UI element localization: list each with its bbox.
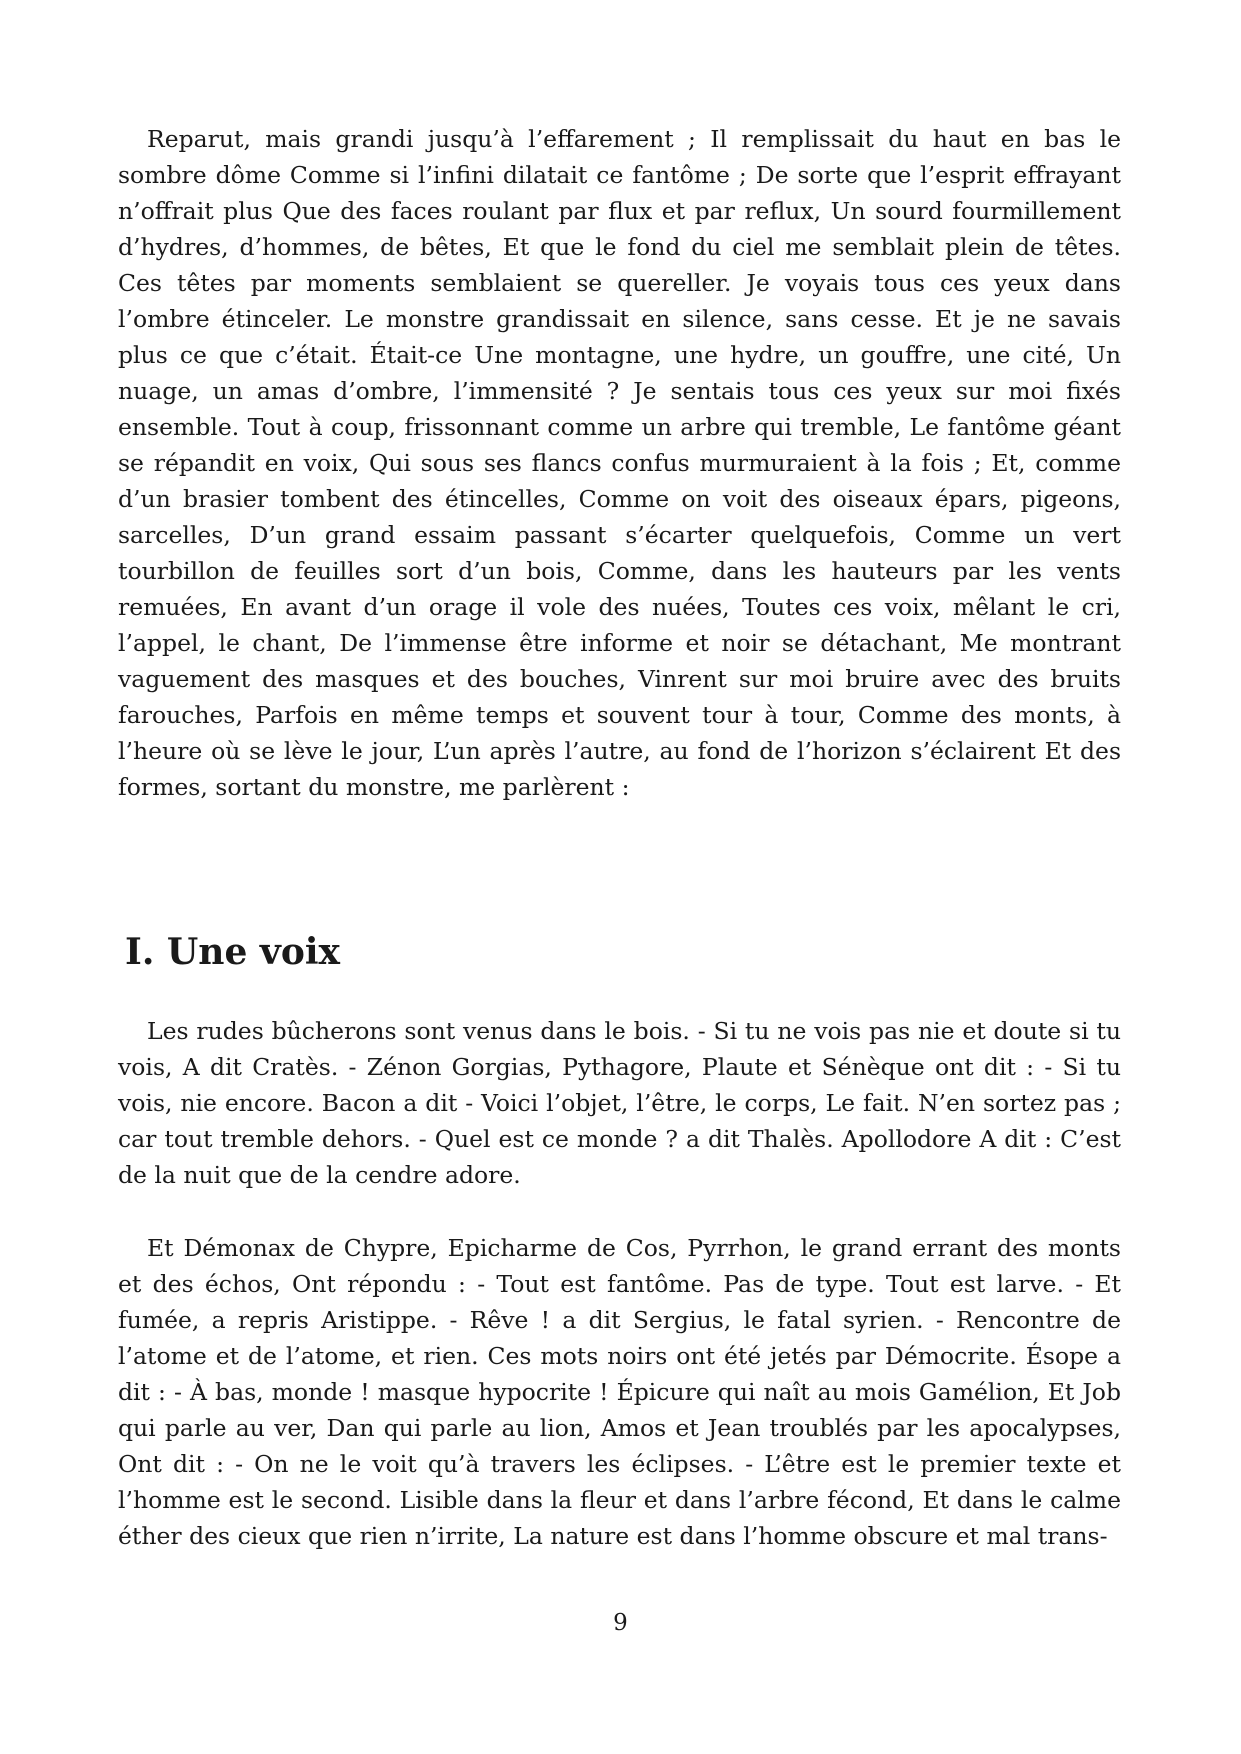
page-number: 9	[613, 1610, 628, 1636]
paragraph-section-2: Et Démonax de Chypre, Epicharme de Cos, Pyrrhon, le grand errant des monts et des échos, Ont répondu : - Tout est fantôme. Pas de type. Tout est larve. - Et fumée, a repris Aristippe. - Rêve ! a dit Sergius, le fatal syrien. - Rencontre de l’atome et de l’atome, et rien. Ces mots noirs ont été jetés par Démocrite. Ésope a dit : - À bas, monde ! masque hypocrite ! Épicure qui naît au mois Gamélion, Et Job qui parle au ver, Dan qui parle au lion, Amos et Jean troublés par les apocalypses, Ont dit : - On ne le voit qu’à travers les éclipses. - L’être est le premier texte et l’homme est le second. Lisible dans la fleur et dans l’arbre fécond, Et dans le calme éther des cieux que rien n’irrite, La nature est dans l’homme obscure et mal trans-	[118, 1234, 1121, 1550]
paragraph-intro: Reparut, mais grandi jusqu’à l’effarement ; Il remplissait du haut en bas le sombre dôme Comme si l’infini dilatait ce fantôme ; De sorte que l’esprit effrayant n’offrait plus Que des faces roulant par flux et par reflux, Un sourd fourmillement d’hydres, d’hommes, de bêtes, Et que le fond du ciel me semblait plein de têtes. Ces têtes par moments semblaient se quereller. Je voyais tous ces yeux dans l’ombre étinceler. Le monstre grandissait en silence, sans cesse. Et je ne savais plus ce que c’était. Était-ce Une montagne, une hydre, un gouffre, une cité, Un nuage, un amas d’ombre, l’immensité ? Je sentais tous ces yeux sur moi fixés ensemble. Tout à coup, frissonnant comme un arbre qui tremble, Le fantôme géant se répandit en voix, Qui sous ses flancs confus murmuraient à la fois ; Et, comme d’un brasier tombent des étincelles, Comme on voit des oiseaux épars, pigeons, sarcelles, D’un grand essaim passant s’écarter quelquefois, Comme un vert tourbillon de feuilles sort d’un bois, Comme, dans les hauteurs par les vents remuées, En avant d’un orage il vole des nuées, Toutes ces voix, mêlant le cri, l’appel, le chant, De l’immense être informe et noir se détachant, Me montrant vaguement des masques et des bouches, Vinrent sur moi bruire avec des bruits farouches, Parfois en même temps et souvent tour à tour, Comme des monts, à l’heure où se lève le jour, L’un après l’autre, au fond de l’horizon s’éclairent Et des formes, sortant du monstre, me parlèrent :	[118, 125, 1121, 801]
section-heading: I. Une voix	[125, 931, 340, 973]
paragraph-section-1: Les rudes bûcherons sont venus dans le bois. - Si tu ne vois pas nie et doute si tu vois, A dit Cratès. - Zénon Gorgias, Pythagore, Plaute et Sénèque ont dit : - Si tu vois, nie encore. Bacon a dit - Voici l’objet, l’être, le corps, Le fait. N’en sortez pas ; car tout tremble dehors. - Quel est ce monde ? a dit Thalès. Apollodore A dit : C’est de la nuit que de la cendre adore.	[118, 1017, 1121, 1189]
